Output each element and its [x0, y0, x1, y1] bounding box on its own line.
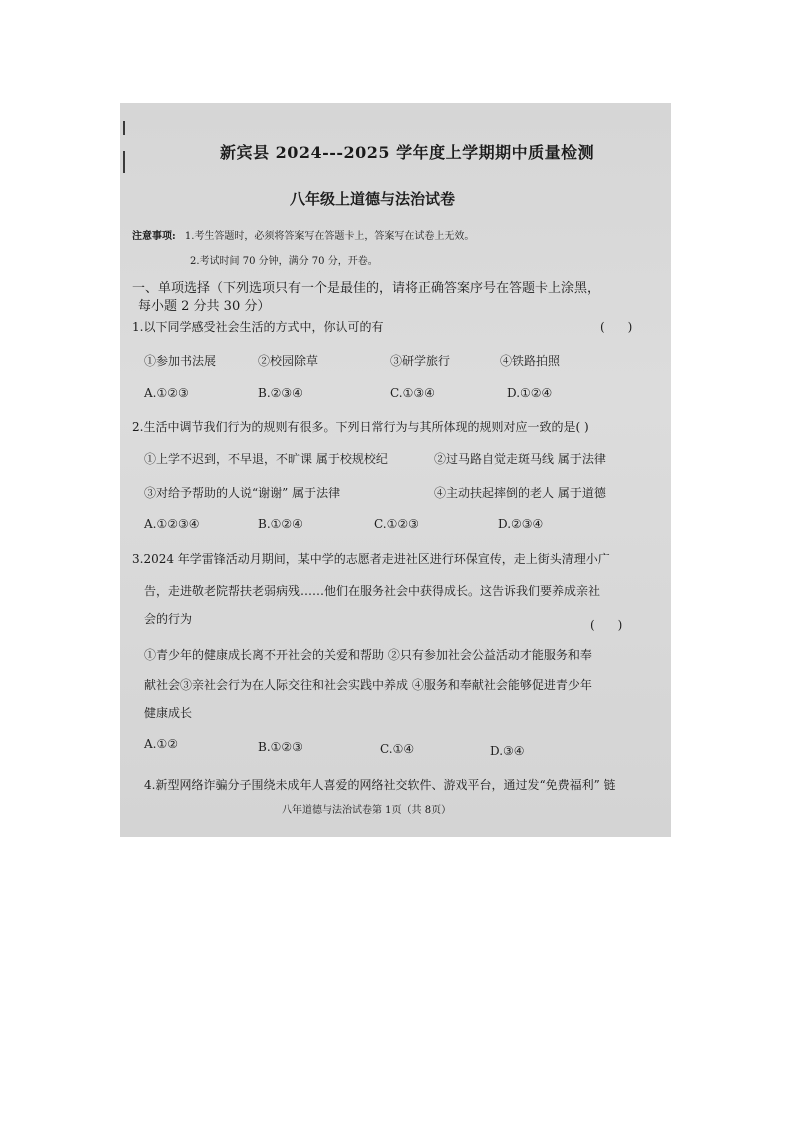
notice-line-1 — [132, 229, 474, 245]
q3-option-c: C.①④ — [380, 742, 415, 756]
q2-item-2: ②过马路自觉走斑马线 属于法律 — [434, 452, 606, 466]
q2-option-c: C.①②③ — [374, 517, 419, 531]
q1-option-d: D.①②④ — [507, 386, 553, 400]
q3-option-d: D.③④ — [490, 744, 525, 758]
q3-stem-line-1: 3.2024 年学雷锋活动月期间，某中学的志愿者走进社区进行环保宣传，走上街头清理小广 — [132, 552, 610, 566]
q2-item-3: ③对给予帮助的人说“谢谢” 属于法律 — [144, 486, 341, 500]
notice-item-2: 2.考试时间 70 分钟，满分 70 分，开卷。 — [190, 256, 378, 267]
q1-item-3: ③研学旅行 — [390, 354, 451, 368]
q2-stem: 2.生活中调节我们行为的规则有很多。下列日常行为与其所体现的规则对应一致的是( ) — [132, 420, 589, 434]
q1-item-2: ②校园除草 — [258, 354, 319, 368]
q2-option-a: A.①②③④ — [144, 517, 200, 531]
q3-option-a: A.①② — [144, 737, 178, 751]
exam-subtitle: 八年级上道德与法治试卷 — [290, 190, 456, 208]
exam-title: 新宾县 2024---2025 学年度上学期期中质量检测 — [220, 143, 595, 162]
q2-item-1: ①上学不迟到，不早退，不旷课 属于校规校纪 — [144, 452, 388, 466]
notice-label: 注意事项: — [132, 231, 176, 242]
q1-stem: 1.以下同学感受社会生活的方式中，你认可的有 — [132, 320, 384, 334]
q2-option-b: B.①②④ — [258, 517, 303, 531]
section-1-scoring: 每小题 2 分共 30 分） — [138, 299, 271, 314]
q1-option-a: A.①②③ — [144, 386, 189, 400]
q3-item-line-3: 健康成长 — [144, 706, 193, 720]
q3-item-line-2: 献社会③亲社会行为在人际交往和社会实践中养成 ④服务和奉献社会能够促进青少年 — [144, 678, 592, 692]
q1-option-c: C.①③④ — [390, 386, 435, 400]
section-1-heading: 一、单项选择（下列选项只有一个是最佳的，请将正确答案序号在答题卡上涂黑， — [132, 281, 601, 296]
page-footer: 八年道德与法治试卷第 1页（共 8页） — [282, 805, 452, 816]
paper-edge-mark — [123, 151, 125, 173]
q1-option-b: B.②③④ — [258, 386, 303, 400]
exam-paper-photo — [120, 103, 671, 837]
q3-stem-line-2: 告，走进敬老院帮扶老弱病残……他们在服务社会中获得成长。这告诉我们要养成亲社 — [144, 584, 601, 598]
paper-edge-mark — [123, 121, 125, 135]
q4-stem-line-1: 4.新型网络诈骗分子围绕未成年人喜爱的网络社交软件、游戏平台，通过发“免费福利” 链 — [144, 778, 616, 792]
q3-answer-paren: ( ) — [590, 618, 623, 632]
q2-option-d: D.②③④ — [498, 517, 544, 531]
q1-answer-paren: ( ) — [600, 320, 633, 334]
q1-item-1: ①参加书法展 — [144, 354, 217, 368]
q3-item-line-1: ①青少年的健康成长离不开社会的关爱和帮助 ②只有参加社会公益活动才能服务和奉 — [144, 648, 592, 662]
notice-item-1: 1.考生答题时，必须将答案写在答题卡上，答案写在试卷上无效。 — [184, 231, 475, 242]
q3-option-b: B.①②③ — [258, 740, 303, 754]
q1-item-4: ④铁路拍照 — [500, 354, 561, 368]
q2-item-4: ④主动扶起摔倒的老人 属于道德 — [434, 486, 606, 500]
q3-stem-line-3: 会的行为 — [144, 612, 193, 626]
